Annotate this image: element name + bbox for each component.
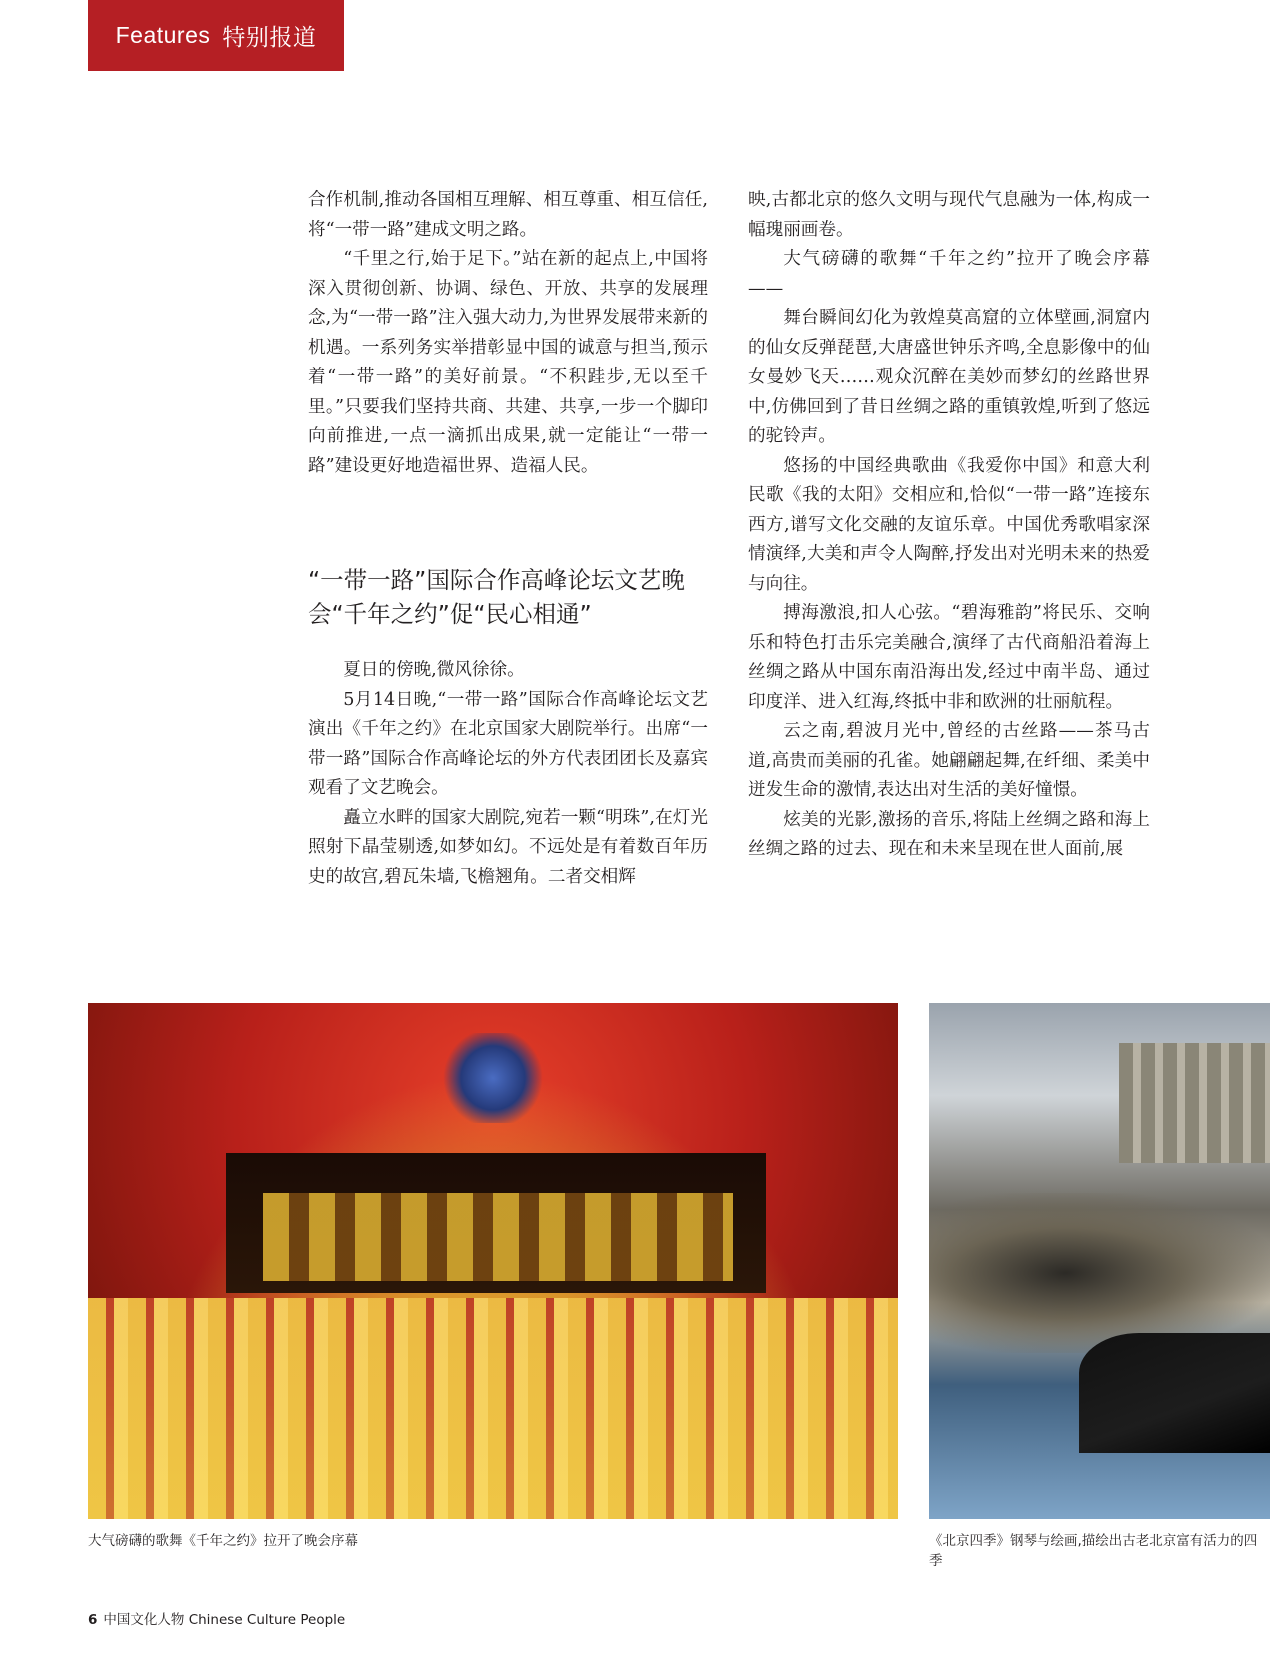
stage-performance-photo [88, 1003, 898, 1519]
article-subheading: “一带一路”国际合作高峰论坛文艺晚会“千年之约”促“民心相通” [308, 566, 685, 628]
paragraph: 舞台瞬间幻化为敦煌莫高窟的立体壁画,洞窟内的仙女反弹琵琶,大唐盛世钟乐齐鸣,全息影像中的仙女曼妙飞天……观众沉醉在美妙而梦幻的丝路世界中,仿佛回到了昔日丝绸之路的重镇敦煌,听到了悠远的驼铃声。 [748, 308, 1150, 446]
section-banner-en: Features [115, 22, 211, 48]
article-column-right [748, 186, 1150, 865]
photo-detail-central-figure [438, 1033, 548, 1123]
paragraph: 大气磅礴的歌舞“千年之约”拉开了晚会序幕—— [748, 249, 1150, 299]
paragraph: 合作机制,推动各国相互理解、相互尊重、相互信任,将“一带一路”建成文明之路。 [308, 190, 708, 240]
paragraph: 云之南,碧波月光中,曾经的古丝路——茶马古道,高贵而美丽的孔雀。她翩翩起舞,在纤细、柔美中迸发生命的激情,表达出对生活的美好憧憬。 [748, 721, 1150, 800]
paragraph: 映,古都北京的悠久文明与现代气息融为一体,构成一幅瑰丽画卷。 [748, 190, 1150, 240]
photo-detail-performers [88, 1298, 898, 1519]
photo-detail-ink-mountain [929, 1193, 1270, 1353]
section-banner-zh: 特别报道 [222, 24, 317, 50]
paragraph: “千里之行,始于足下。”站在新的起点上,中国将深入贯彻创新、协调、绿色、开放、共享的发展理念,为“一带一路”注入强大动力,为世界发展带来新的机遇。一系列务实举措彰显中国的诚意与担当,预示着“一带一路”的美好前景。“不积跬步,无以至千里。”只要我们坚持共商、共建、共享,一步一个脚印向前推进,一点一滴抓出成果,就一定能让“一带一路”建设更好地造福世界、造福人民。 [308, 249, 708, 476]
page-number: 6 [88, 1612, 98, 1628]
photo-detail-great-wall [1119, 1043, 1270, 1163]
article-column-left-top [308, 186, 708, 481]
page-footer [88, 1608, 345, 1628]
photo-caption-1: 大气磅礴的歌舞《千年之约》拉开了晚会序幕 [88, 1533, 358, 1549]
paragraph: 夏日的傍晚,微风徐徐。 [343, 660, 525, 680]
paragraph: 搏海激浪,扣人心弦。“碧海雅韵”将民乐、交响乐和特色打击乐完美融合,演绎了古代商船沿着海上丝绸之路从中国东南沿海出发,经过中南半岛、通过印度洋、进入红海,终抵中非和欧洲的壮丽航程。 [748, 603, 1150, 712]
paragraph: 矗立水畔的国家大剧院,宛若一颗“明珠”,在灯光照射下晶莹剔透,如梦如幻。不远处是有着数百年历史的故宫,碧瓦朱墙,飞檐翘角。二者交相辉 [308, 807, 708, 887]
section-banner [88, 0, 344, 71]
photo-caption-2: 《北京四季》钢琴与绘画,描绘出古老北京富有活力的四季 [929, 1533, 1258, 1569]
article-column-left-bottom [308, 656, 708, 892]
photo-detail-dancers-row [263, 1193, 733, 1281]
paragraph: 5月14日晚,“一带一路”国际合作高峰论坛文艺演出《千年之约》在北京国家大剧院举行。出席“一带一路”国际合作高峰论坛的外方代表团团长及嘉宾观看了文艺晚会。 [308, 689, 708, 798]
magazine-name: 中国文化人物 Chinese Culture People [103, 1612, 346, 1628]
piano-painting-photo [929, 1003, 1270, 1519]
paragraph: 炫美的光影,激扬的音乐,将陆上丝绸之路和海上丝绸之路的过去、现在和未来呈现在世人面前,展 [748, 809, 1150, 859]
paragraph: 悠扬的中国经典歌曲《我爱你中国》和意大利民歌《我的太阳》交相应和,恰似“一带一路”连接东西方,谱写文化交融的友谊乐章。中国优秀歌唱家深情演绎,大美和声令人陶醉,抒发出对光明未来的热爱与向往。 [748, 455, 1150, 594]
photo-detail-grand-piano [1079, 1333, 1270, 1453]
